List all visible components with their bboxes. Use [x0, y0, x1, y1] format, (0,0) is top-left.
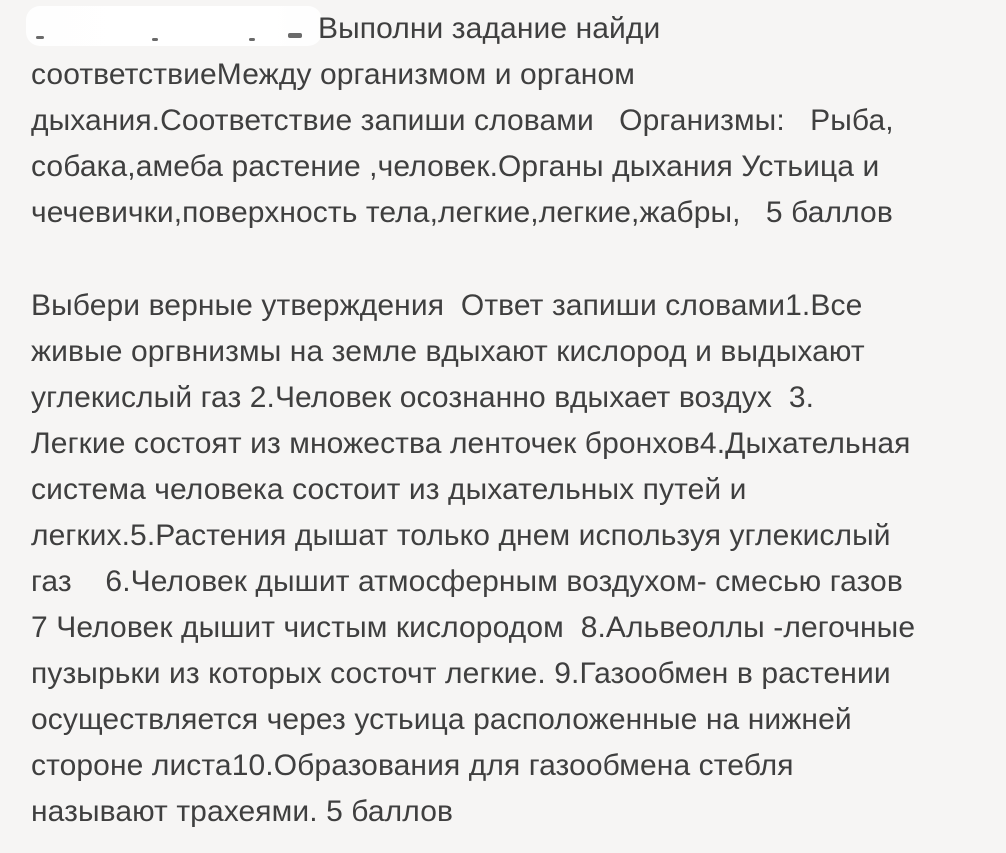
task1-line-2: соответствиеМежду организмом и органом	[31, 58, 635, 91]
task2-line-6: легких.5.Растения дышат только днем используя углекислый	[31, 519, 891, 552]
task1-line-4: собака,амеба растение ,человек.Органы дыхания Устьица и	[31, 150, 880, 183]
task2-line-12: называют трахеями. 5 баллов	[31, 795, 454, 828]
redaction-residue	[288, 33, 302, 38]
task1-line-3: дыхания.Соответствие запиши словами Организмы: Рыба,	[31, 104, 894, 137]
task2-line-3: углекислый газ 2.Человек осознанно вдыхает воздух 3.	[31, 381, 815, 414]
redaction-overlay	[26, 6, 322, 46]
task2-line-4: Легкие состоят из множества ленточек бронхов4.Дыхательная	[31, 427, 911, 460]
task2-line-11: стороне листа10.Образования для газообмена стебля	[31, 749, 794, 782]
task2-line-1: Выбери верные утверждения Ответ запиши словами1.Все	[31, 289, 863, 322]
task2-line-10: осуществляется через устьица расположенные на нижней	[31, 703, 852, 736]
task2-line-8: 7 Человек дышит чистым кислородом 8.Альвеоллы -легочные	[31, 611, 916, 644]
redaction-residue	[36, 36, 44, 39]
task2-line-5: система человека состоит из дыхательных путей и	[31, 473, 747, 506]
task1-line-1: Выполни задание найди	[318, 12, 661, 45]
redaction-residue	[249, 38, 255, 41]
task2-line-2: живые оргвнизмы на земле вдыхают кислород и выдыхают	[31, 335, 865, 368]
task2-line-7: газ 6.Человек дышит атмосферным воздухом- смесью газов	[31, 565, 903, 598]
redaction-residue	[152, 38, 158, 41]
task1-line-5: чечевички,поверхность тела,легкие,легкие,жабры, 5 баллов	[31, 196, 893, 229]
task2-line-9: пузырьки из которых состочт легкие. 9.Газообмен в растении	[31, 657, 891, 690]
